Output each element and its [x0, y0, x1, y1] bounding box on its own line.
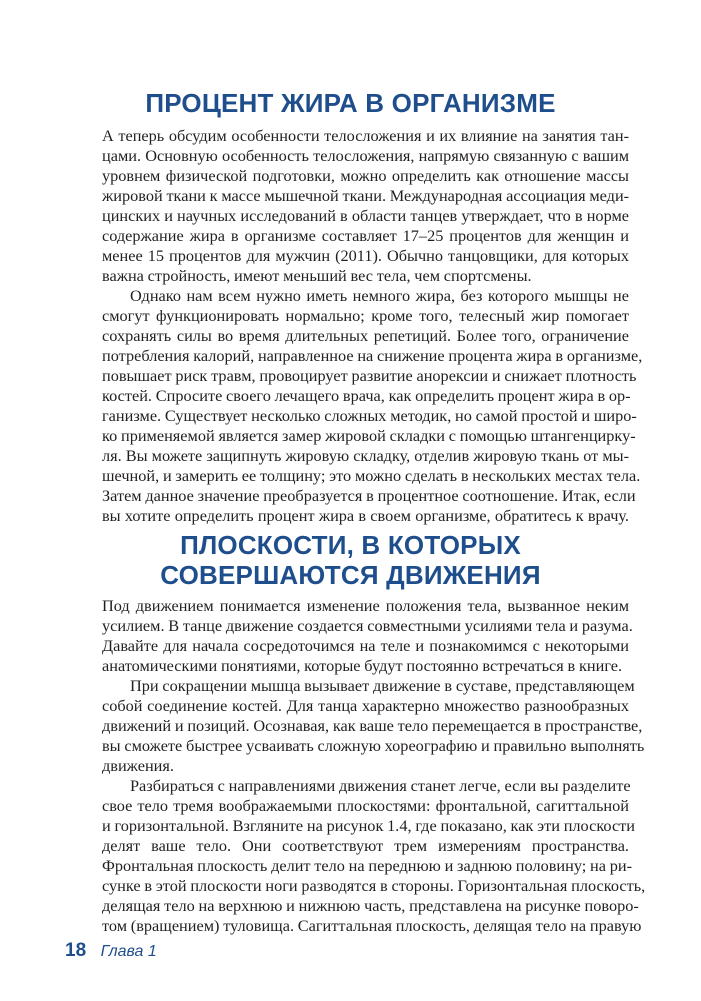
paragraph-line: вы сможете быстрее усваивать сложную хореографию и правильно выполнять: [102, 736, 645, 755]
paragraph-line: цинских и научных исследований в области танцев утверждает, что в норме: [102, 206, 629, 225]
paragraph-line: шечной, и замерить ее толщину; это можно сделать в нескольких местах тела.: [102, 466, 641, 485]
page-number: 18: [65, 940, 87, 961]
paragraph-line: Под движением понимается изменение положения тела, вызванное неким: [102, 596, 629, 615]
paragraph-line: сунке в этой плоскости ноги разводятся в стороны. Горизонтальная плоскость,: [102, 876, 646, 895]
paragraph-line: повышает риск травм, провоцирует развитие анорексии и снижает плотность: [102, 366, 637, 385]
section-title-body-fat: [0, 88, 701, 118]
paragraph-line: костей. Спросите своего лечащего врача, как определить процент жира в ор-: [102, 386, 631, 405]
paragraph-line: цами. Основную особенность телосложения, напрямую связанную с вашим: [102, 146, 629, 165]
paragraph-line: и горизонтальной. Взгляните на рисунок 1.4, где показано, как эти плоскости: [102, 816, 636, 835]
paragraph-line: При сокращении мышца вызывает движение в суставе, представляющем: [130, 676, 635, 695]
paragraph-line: А теперь обсудим особенности телосложения и их влияние на занятия тан-: [102, 126, 629, 145]
heading-line: СОВЕРШАЮТСЯ ДВИЖЕНИЯ: [160, 560, 541, 590]
section-title-movement-planes: [0, 530, 701, 590]
paragraph-line: движений и позиций. Осознавая, как ваше тело перемещается в пространстве,: [102, 716, 643, 735]
paragraph-line: свое тело тремя воображаемыми плоскостями: фронтальной, сагиттальной: [102, 796, 629, 815]
paragraph-line: движения.: [102, 756, 174, 775]
page-footer: [65, 940, 157, 964]
paragraph-line: делящая тело на верхнюю и нижнюю часть, представлена на рисунке поворо-: [102, 896, 639, 915]
paragraph-line: смогут функционировать нормально; кроме того, телесный жир помогает: [102, 306, 629, 325]
paragraph-line: сохранять силы во время длительных репетиций. Более того, ограничение: [102, 326, 629, 345]
paragraph-line: усилием. В танце движение создается совместными усилиями тела и разума.: [102, 616, 633, 635]
paragraph-line: делят ваше тело. Они соответствуют трем измерениям пространства.: [102, 836, 629, 855]
paragraph-line: менее 15 процентов для мужчин (2011). Обычно танцовщики, для которых: [102, 246, 629, 265]
paragraph-line: Давайте для начала сосредоточимся на теле и познакомимся с некоторыми: [102, 636, 629, 655]
heading-line: ПРОЦЕНТ ЖИРА В ОРГАНИЗМЕ: [145, 88, 556, 118]
paragraph-line: Разбираться с направлениями движения станет легче, если вы разделите: [130, 776, 631, 795]
paragraph-line: содержание жира в организме составляет 17–25 процентов для женщин и: [102, 226, 629, 245]
chapter-label: Глава 1: [100, 943, 157, 960]
paragraph-line: собой соединение костей. Для танца характерно множество разнообразных: [102, 696, 629, 715]
paragraph-line: уровнем физической подготовки, можно определить как отношение массы: [102, 166, 629, 185]
paragraph-line: анатомическими понятиями, которые будут постоянно встречаться в книге.: [102, 656, 623, 675]
paragraph-line: ганизме. Существует несколько сложных методик, но самой простой и широ-: [102, 406, 637, 425]
paragraph-line: жировой ткани к массе мышечной ткани. Международная ассоциация меди-: [102, 186, 630, 205]
paragraph-line: Однако нам всем нужно иметь немного жира, без которого мышцы не: [130, 286, 629, 305]
heading-line: ПЛОСКОСТИ, В КОТОРЫХ: [180, 530, 521, 560]
paragraph-line: вы хотите определить процент жира в своем организме, обратитесь к врачу.: [102, 506, 629, 525]
paragraph-line: том (вращением) туловища. Сагиттальная плоскость, делящая тело на правую: [102, 916, 642, 935]
paragraph-line: потребления калорий, направленное на снижение процента жира в организме,: [102, 346, 643, 365]
paragraph-line: ля. Вы можете защипнуть жировую складку, отделив жировую ткань от мы-: [102, 446, 629, 465]
paragraph-line: Затем данное значение преобразуется в процентное соотношение. Итак, если: [102, 486, 636, 505]
paragraph-line: ко применяемой является замер жировой складки с помощью штангенцирку-: [102, 426, 636, 445]
paragraph-line: важна стройность, имеют меньший вес тела, чем спортсмены.: [102, 266, 532, 285]
paragraph-line: Фронтальная плоскость делит тело на переднюю и заднюю половину; на ри-: [102, 856, 633, 875]
